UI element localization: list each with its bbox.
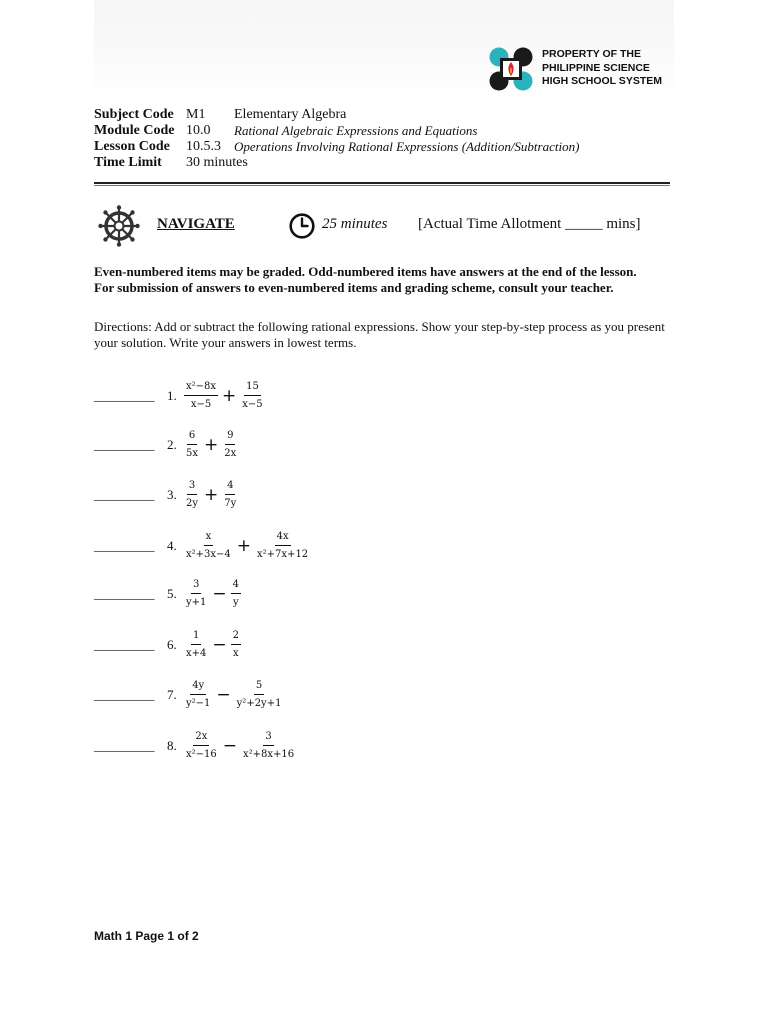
denominator: 5x (186, 448, 199, 459)
operator: − (212, 634, 227, 655)
rational-expression (184, 378, 265, 414)
rational-expression (184, 427, 238, 463)
divider-shadow (94, 185, 670, 186)
logo-line-1: PROPERTY OF THE (542, 48, 641, 60)
answer-blank[interactable]: __________ (94, 388, 154, 403)
denominator: 7y (224, 498, 237, 509)
ship-wheel-icon (98, 205, 140, 247)
fraction-b (255, 531, 310, 561)
pshs-logo-icon (488, 46, 534, 92)
pshs-logo (488, 44, 688, 94)
fraction-a (184, 731, 219, 761)
answer-blank[interactable]: __________ (94, 637, 154, 652)
subject-code-label: Subject Code (94, 107, 174, 122)
fraction-b (231, 630, 241, 660)
denominator: y²−1 (186, 698, 211, 709)
denominator: x²−16 (186, 749, 217, 760)
fraction-a (184, 480, 200, 510)
numerator: 4 (231, 579, 241, 594)
denominator: x²+7x+12 (257, 549, 309, 560)
numerator: 1 (191, 630, 201, 645)
subject-code-value: M1 (186, 107, 206, 122)
fraction-b (231, 579, 241, 609)
fraction-b (240, 381, 264, 411)
fraction-a (184, 531, 233, 561)
module-code-label: Module Code (94, 123, 175, 138)
grading-notice (94, 264, 694, 296)
fraction-b (235, 680, 284, 710)
numerator: 15 (244, 381, 261, 396)
fraction-b (222, 430, 238, 460)
fraction-a (184, 430, 200, 460)
denominator: y²+2y+1 (236, 698, 282, 709)
exercise-item-1 (94, 381, 654, 424)
item-number: 3. (167, 487, 177, 502)
navigate-title: NAVIGATE (157, 216, 235, 232)
rational-expression (184, 528, 310, 564)
navigate-time: 25 minutes (322, 216, 388, 232)
numerator: 4x (275, 531, 291, 546)
operator: + (204, 484, 219, 505)
fraction-b (222, 480, 238, 510)
time-limit-value: 30 minutes (186, 155, 248, 170)
denominator: x²+3x−4 (186, 549, 231, 560)
exercise-item-7 (94, 680, 654, 723)
operator: + (236, 535, 252, 556)
numerator: 2 (231, 630, 241, 645)
fraction-a (184, 680, 212, 710)
operator: − (212, 583, 227, 604)
exercise-item-5 (94, 579, 654, 622)
rational-expression (184, 677, 283, 713)
numerator: 3 (263, 731, 273, 746)
exercise-item-4 (94, 531, 654, 574)
item-number: 4. (167, 538, 177, 553)
operator: − (222, 735, 238, 756)
time-limit-label: Time Limit (94, 155, 162, 170)
fraction-a (184, 381, 218, 411)
denominator: 2y (186, 498, 199, 509)
module-code-value: 10.0 (186, 123, 211, 138)
numerator: 3 (191, 579, 201, 594)
exercise-item-6 (94, 630, 654, 673)
subject-name: Elementary Algebra (234, 107, 347, 122)
answer-blank[interactable]: __________ (94, 586, 154, 601)
operator: + (204, 434, 219, 455)
exercise-item-8 (94, 731, 654, 774)
rational-expression (184, 627, 241, 663)
lesson-name: Operations Involving Rational Expressions (Addition/Subtraction) (234, 139, 580, 154)
exercise-item-3 (94, 480, 654, 523)
lesson-code-value: 10.5.3 (186, 139, 221, 154)
answer-blank[interactable]: __________ (94, 538, 154, 553)
numerator: 4y (190, 680, 206, 695)
item-number: 6. (167, 637, 177, 652)
lesson-code-label: Lesson Code (94, 139, 170, 154)
divider (94, 182, 670, 184)
fraction-b (241, 731, 296, 761)
navigate-section (98, 205, 678, 251)
logo-line-2: PHILIPPINE SCIENCE (542, 61, 650, 74)
numerator: 6 (187, 430, 197, 445)
numerator: 4 (225, 480, 235, 495)
logo-text (542, 48, 692, 89)
answer-blank[interactable]: __________ (94, 437, 154, 452)
rational-expression (184, 728, 296, 764)
numerator: x²−8x (184, 381, 218, 396)
actual-time-allotment: [Actual Time Allotment _____ mins] (418, 216, 641, 232)
page-footer: Math 1 Page 1 of 2 (94, 929, 199, 943)
numerator: x (204, 531, 214, 546)
item-number: 7. (167, 687, 177, 702)
operator: − (216, 684, 231, 705)
item-number: 2. (167, 437, 177, 452)
answer-blank[interactable]: __________ (94, 687, 154, 702)
denominator: y (233, 597, 239, 608)
logo-line-3: HIGH SCHOOL SYSTEM (542, 75, 662, 87)
numerator: 3 (187, 480, 197, 495)
notice-line-1: Even-numbered items may be graded. Odd-numbered items have answers at the end of the lesson. (94, 264, 637, 279)
numerator: 5 (254, 680, 264, 695)
item-number: 8. (167, 738, 177, 753)
numerator: 2x (193, 731, 209, 746)
directions: Directions: Add or subtract the following rational expressions. Show your step-by-step process as you present your solution. Write your answers in lowest terms. (94, 319, 665, 350)
item-number: 5. (167, 586, 177, 601)
operator: + (222, 385, 237, 406)
rational-expression (184, 477, 238, 513)
denominator: x (233, 648, 239, 659)
denominator: 2x (224, 448, 237, 459)
fraction-a (184, 630, 208, 660)
item-number: 1. (167, 388, 177, 403)
notice-line-2: For submission of answers to even-numbered items and grading scheme, consult your teacher. (94, 280, 614, 295)
rational-expression (184, 576, 241, 612)
denominator: x−5 (242, 399, 263, 410)
denominator: x+4 (186, 648, 207, 659)
numerator: 9 (225, 430, 235, 445)
denominator: x²+8x+16 (243, 749, 295, 760)
denominator: x−5 (190, 399, 212, 410)
exercise-item-2 (94, 430, 654, 473)
answer-blank[interactable]: __________ (94, 487, 154, 502)
clock-icon (289, 213, 315, 239)
fraction-a (184, 579, 208, 609)
denominator: y+1 (186, 597, 207, 608)
module-name: Rational Algebraic Expressions and Equations (234, 123, 478, 138)
answer-blank[interactable]: __________ (94, 738, 154, 753)
